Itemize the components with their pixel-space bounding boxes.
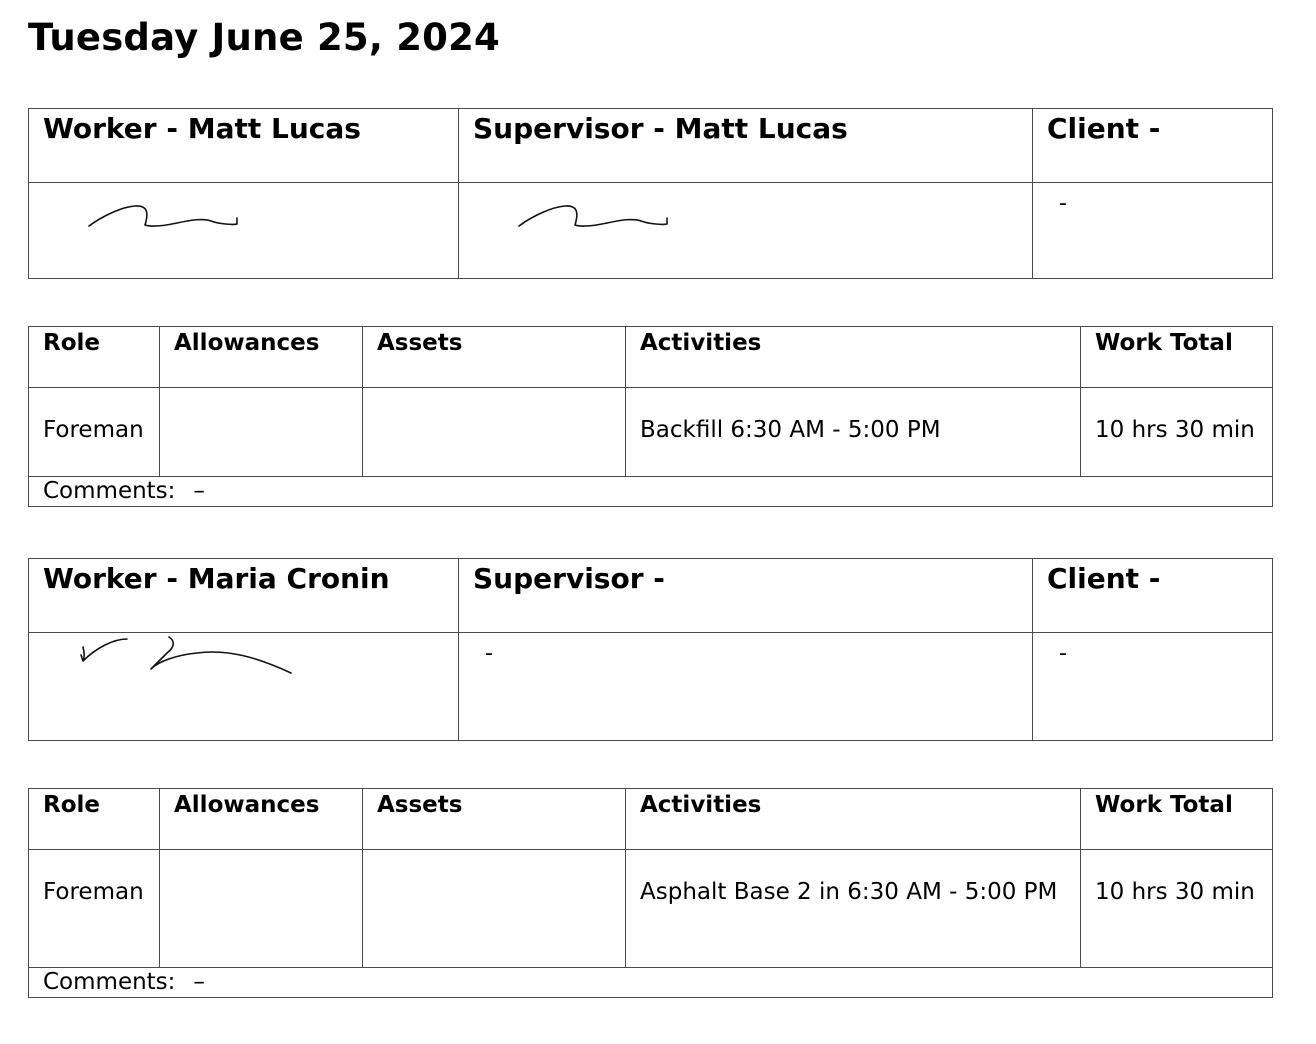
comments-cell (29, 477, 1273, 507)
assets-cell (363, 850, 626, 968)
role-header: Role (29, 789, 160, 850)
work-total-cell: 10 hrs 30 min (1081, 388, 1273, 477)
comments-value: – (193, 478, 205, 504)
detail-header-row (29, 789, 1273, 850)
table-row (29, 388, 1273, 477)
role-cell: Foreman (29, 388, 160, 477)
worker-label: Worker - Maria Cronin (29, 559, 459, 633)
work-total-header: Work Total (1081, 789, 1273, 850)
comments-cell (29, 968, 1273, 998)
worker-signature-cell (29, 633, 459, 741)
client-value: - (1059, 191, 1067, 216)
client-signature-cell (1033, 633, 1273, 741)
activities-cell: Backfill 6:30 AM - 5:00 PM (626, 388, 1081, 477)
supervisor-signature (517, 195, 677, 235)
activities-cell: Asphalt Base 2 in 6:30 AM - 5:00 PM (626, 850, 1081, 968)
work-total-header: Work Total (1081, 327, 1273, 388)
supervisor-label: Supervisor - (459, 559, 1033, 633)
signature-table (28, 108, 1273, 279)
comments-label: Comments: (43, 478, 176, 504)
signature-header-row (29, 559, 1273, 633)
detail-header-row (29, 327, 1273, 388)
allowances-header: Allowances (160, 789, 363, 850)
signature-header-row (29, 109, 1273, 183)
assets-header: Assets (363, 327, 626, 388)
worker-label: Worker - Matt Lucas (29, 109, 459, 183)
role-header: Role (29, 327, 160, 388)
comments-row (29, 968, 1273, 998)
allowances-header: Allowances (160, 327, 363, 388)
work-detail-table (28, 326, 1273, 507)
comments-value: – (193, 969, 205, 995)
assets-cell (363, 388, 626, 477)
assets-header: Assets (363, 789, 626, 850)
worker-signature (87, 195, 247, 235)
comments-label: Comments: (43, 969, 176, 995)
work-detail-table (28, 788, 1273, 998)
work-total-cell: 10 hrs 30 min (1081, 850, 1273, 968)
allowances-cell (160, 850, 363, 968)
client-label: Client - (1033, 109, 1273, 183)
client-value: - (1059, 641, 1067, 666)
activities-header: Activities (626, 327, 1081, 388)
comments-row (29, 477, 1273, 507)
table-row (29, 850, 1273, 968)
role-cell: Foreman (29, 850, 160, 968)
signature-row (29, 183, 1273, 279)
client-label: Client - (1033, 559, 1273, 633)
activities-header: Activities (626, 789, 1081, 850)
allowances-cell (160, 388, 363, 477)
worker-signature-cell (29, 183, 459, 279)
signature-table (28, 558, 1273, 741)
supervisor-signature-cell (459, 183, 1033, 279)
page-title: Tuesday June 25, 2024 (28, 16, 500, 59)
supervisor-signature-cell (459, 633, 1033, 741)
signature-row (29, 633, 1273, 741)
supervisor-label: Supervisor - Matt Lucas (459, 109, 1033, 183)
worker-signature (77, 633, 307, 677)
supervisor-value: - (485, 641, 493, 666)
client-signature-cell (1033, 183, 1273, 279)
